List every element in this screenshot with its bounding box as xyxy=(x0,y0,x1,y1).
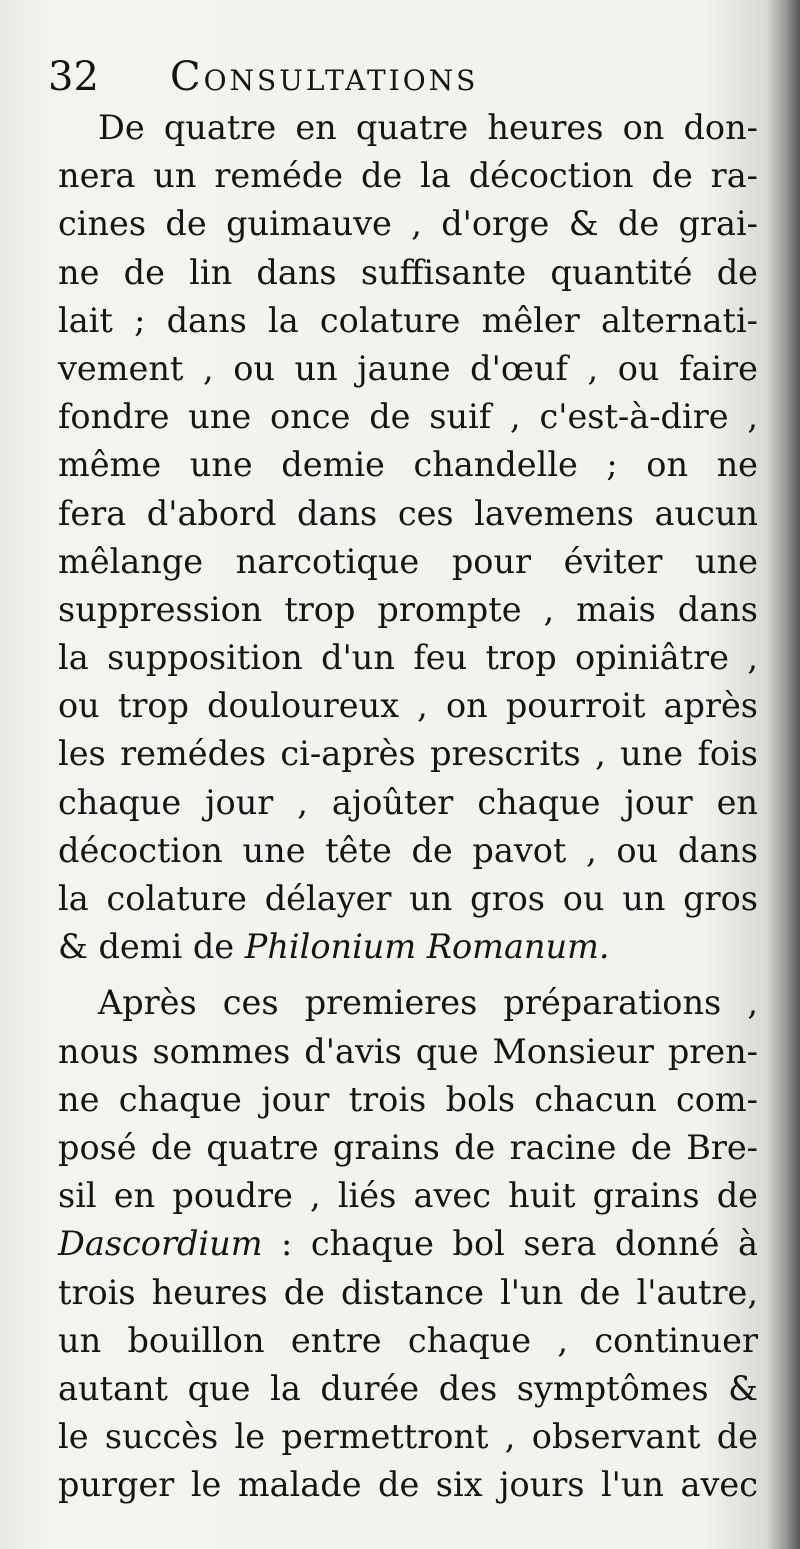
text-line: sil en poudre , liés avec huit grains de xyxy=(58,1176,758,1216)
italic-term: Dascordium xyxy=(58,1224,263,1264)
paragraph-1 xyxy=(58,104,758,971)
text-fragment: : chaque bol sera donné à xyxy=(262,1224,758,1264)
page-header xyxy=(48,52,768,102)
text-line: ne chaque jour trois bols chacun com- xyxy=(58,1079,758,1119)
page-number: 32 xyxy=(48,54,99,100)
text-line: la colature délayer un gros ou un gros xyxy=(58,879,758,918)
text-line: trois heures de distance l'un de l'autre, xyxy=(58,1272,758,1312)
text-line: décoction une tête de pavot , ou dans xyxy=(58,830,758,870)
text-line: posé de quatre grains de racine de Bre- xyxy=(58,1127,758,1167)
text-line: ne de lin dans suffisante quantité de xyxy=(58,252,758,292)
text-line: mêlange narcotique pour éviter une xyxy=(58,541,758,581)
text-line: un bouillon entre chaque , continuer xyxy=(58,1320,758,1360)
text-line: nera un reméde de la décoction de ra- xyxy=(58,156,758,196)
page-edge-shadow xyxy=(766,0,800,1549)
text-line: purger le malade de six jours l'un avec xyxy=(58,1465,758,1505)
text-line: Après ces premieres préparations , xyxy=(98,983,758,1023)
text-line: nous sommes d'avis que Monsieur pren- xyxy=(58,1031,758,1071)
text-line xyxy=(58,1220,758,1268)
text-fragment: & demi de xyxy=(58,927,245,967)
text-line: le succès le permettront , observant de xyxy=(58,1417,758,1457)
text-line xyxy=(58,923,758,971)
text-line: suppression trop prompte , mais dans xyxy=(58,589,758,629)
italic-term: Philonium Romanum. xyxy=(244,927,610,967)
text-line: cines de guimauve , d'orge & de grai- xyxy=(58,204,758,244)
running-head: Consultations xyxy=(170,54,479,100)
text-line: lait ; dans la colature mêler alternati- xyxy=(58,300,758,340)
text-line: fondre une once de suif , c'est-à-dire , xyxy=(58,397,758,437)
paragraph-gap xyxy=(58,971,758,979)
text-line: même une demie chandelle ; on ne xyxy=(58,445,758,485)
paragraph-2 xyxy=(58,979,758,1509)
text-line: De quatre en quatre heures on don- xyxy=(98,108,758,147)
text-line: fera d'abord dans ces lavemens aucun xyxy=(58,493,758,533)
text-line: chaque jour , ajoûter chaque jour en xyxy=(58,782,758,822)
text-line: la supposition d'un feu trop opiniâtre , xyxy=(58,638,758,678)
text-line: autant que la durée des symptômes & xyxy=(58,1368,758,1408)
text-line: vement , ou un jaune d'œuf , ou faire xyxy=(58,348,758,388)
text-line: les remédes ci-après prescrits , une fois xyxy=(58,734,758,774)
text-line: ou trop douloureux , on pourroit après xyxy=(58,686,758,726)
body-text xyxy=(58,104,758,1509)
